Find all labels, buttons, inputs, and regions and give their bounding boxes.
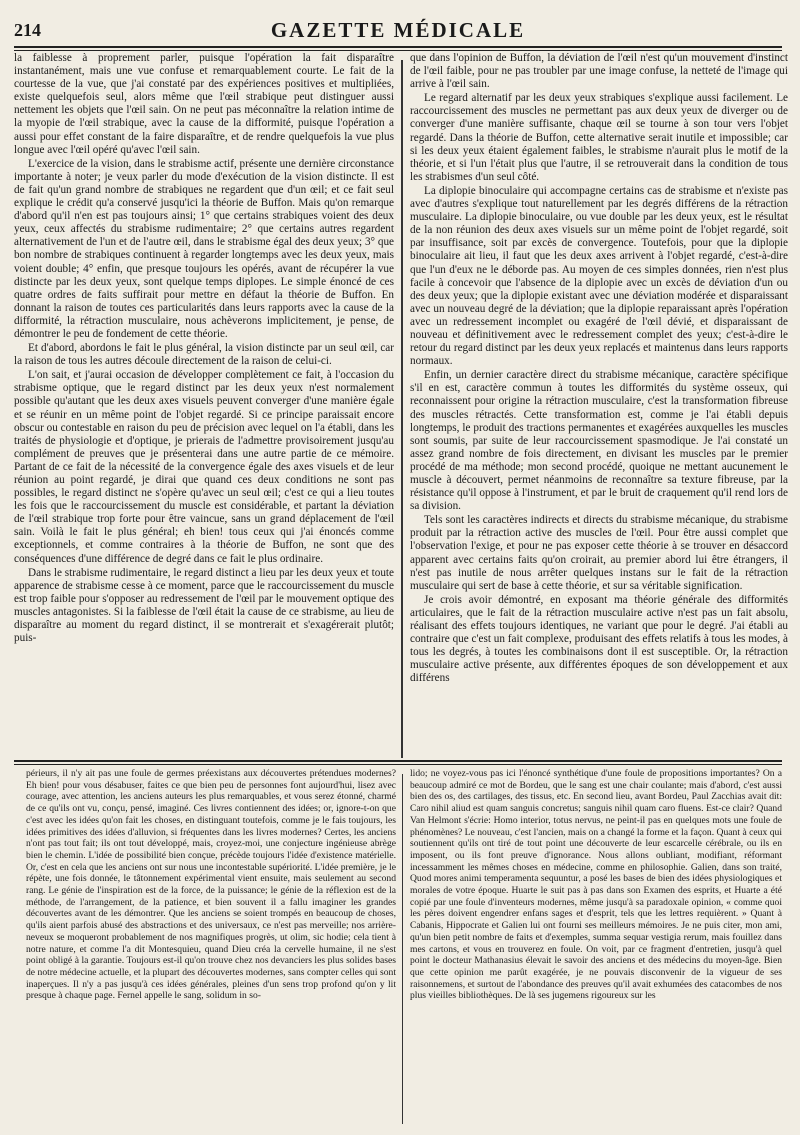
paragraph: périeurs, il n'y ait pas une foule de germes préexistans aux découvertes prétendues modernes? Eh bien! pour vous désabuser, faites ce que bien peu de personnes font aujourd'hui, lisez avec courage, avec attention, les anciens auteurs les plus remarquables, et vous serez étonné, charmé de ce qu'ils ont vu, conçu, pensé, imaginé. Ces livres contiennent des idées; or, ignore-t-on que c'est avec les idées qu'on fait les choses, en distinguant toutefois, comme je le fais toujours, les idées primitives des idées d'alluvion, si fréquentes dans les livres modernes? Certes, les anciens n'ont pas tout fait; ils ont tout développé, mais, croyez-moi, une conjecture ingénieuse abrège bien le chemin. L'idée de possibilité bien conçue, précède toujours l'idée d'existence matérielle. Or, c'est en cela que les anciens ont sur nous une incontestable supériorité. L'idée première, je le répète, une fois donnée, le tâtonnement expérimental vient ensuite, mais seulement au second rang. Le génie de l'inspiration est de la force, de la puissance; le génie de la réflexion est de la méthode, de l'arrangement, de la patience, et bien souvent il a fallu imaginer les grandes découvertes avant de les démontrer. Que les anciens se soient trompés en beaucoup de choses, qu'ils aient parfois abusé des abstractions et des universaux, ce n'est pas merveille; nos arrière-neveux se moqueront probablement de nos magnifiques progrès, ut olim, sic hodie; cela tient à notre nature, et comme l'a dit Montesquieu, quand Dieu créa la cervelle humaine, il ne s'est point obligé à la garantie. Toujours est-il qu'on trouve chez nos devanciers les plus solides bases de notre médecine actuelle, et la plupart des découvertes modernes, sans compter celles qui sont inaperçues. Il n'y a pas jusqu'à ces idées générales, pleines d'un sens trop profond qu'on y lit presque à chaque page. Fernel appelle le sang, solidum in so- — [26, 768, 396, 1002]
main-right-column — [410, 52, 788, 756]
paragraph: Et d'abord, abordons le fait le plus général, la vision distincte par un seul œil, car la raison de tous les autres découle directement de la raison de celui-ci. — [14, 342, 394, 368]
column-divider — [401, 60, 403, 758]
feuilleton-left-column — [26, 768, 396, 1124]
paragraph: lido; ne voyez-vous pas ici l'énoncé synthétique d'une foule de propositions importantes? On a beaucoup admiré ce mot de Bordeu, que le sang est une chair coulante; mais d'abord, c'est aussi bien des os, des cartilages, des tissus, etc. En second lieu, avant Bordeu, Paul Zacchias avait dit: Caro nihil aliud est quam sanguis concretus; sanguis nihil quam caro fluens. Est-ce clair? Quand Van Helmont s'écrie: Homo interior, totus nervus, ne peint-il pas en quelques mots une foule de phénomènes? Le nouveau, c'est l'ancien, mais on a changé la forme et la façon. Quant à ceux qui soutiennent qu'ils ont tiré de tout point une découverte de leur escarcelle cérébrale, ou ils en imposent, ou ils font preuve d'ignorance. Nous allons oubliant, modifiant, réformant incessamment les mêmes choses en médecine, comme en philosophie. Galien, dans son traité, Quod mores animi temperamenta sequuntur, a posé les bases de bien des idées physiologiques et morales de votre époque. Huarte le suit pas à pas dans son Examen des esprits, et Huarte a été copié par une foule d'inventeurs modernes, même jusqu'à sa paradoxale opinion, « comme quoi les pères doivent engendrer enfans sages et d'esprit, tels que les lettres requièrent. » Quant à Cabanis, Hippocrate et Galien lui ont fourni ses meilleurs mémoires. Je ne puis citer, mon ami, qu'un bien petit nombre de faits et d'exemples, summa sequar vestigia rerum, mais fouillez dans mes cartons, et vous en trouverez en foule. On voit, par ce fragment d'entretien, jusqu'à quel point le docteur Mathanasius élevait le savoir des anciens et des médecins du moyen-âge. Bien que cette opinion me parût exagérée, je ne pouvais disconvenir de la vigueur de ses raisonnemens, et surtout de l'abondance des preuves qu'il avait exhumées des catacombes de nos plus vieilles bibliothèques. De là ses jugemens rigoureux sur les — [410, 768, 782, 1002]
paragraph: La diplopie binoculaire qui accompagne certains cas de strabisme et n'existe pas avec d'autres s'explique tout naturellement par les degrés différens de la rétraction musculaire. La diplopie binoculaire, ou vue double par les deux yeux, est le résultat de la non réunion des deux axes visuels sur un même point de l'objet regardé, soit par insuffisance, soit par excès de convergence. Toutefois, pour que la diplopie binoculaire ait lieu, il faut que les deux axes arrivent à l'objet regardé, c'est-à-dire que l'un d'eux ne le déborde pas. Au moyen de ces simples données, rien n'est plus facile à concevoir que l'absence de la diplopie avec un excès de déviation d'un ou des deux yeux; que la diplopie existant avec une déviation modérée et disparaissant avec un nouveau degré de la déviation; que la diplopie reparaissant après l'opération avec un redressement incomplet ou exagéré de l'œil dévié, et disparaissant de nouveau et définitivement avec le redressement complet des yeux; c'est-à-dire le retour du regard distinct par les deux yeux replacés et maintenus dans leurs rapports normaux. — [410, 184, 788, 368]
page-number: 214 — [14, 20, 41, 40]
feuilleton-column-divider — [402, 774, 403, 1124]
main-left-column — [14, 52, 394, 756]
header-rule — [14, 46, 782, 51]
paragraph: Tels sont les caractères indirects et directs du strabisme mécanique, du strabisme produit par la rétraction active des muscles de l'œil. Pour être aussi complet que l'observation l'exige, et pour ne pas exposer cette théorie à se trouver en désaccord apparent avec certains faits qu'on croirait, au premier abord lui être étrangers, il n'est pas inutile de nous arrêter quelques instans sur le fait de la rétraction musculaire qui sert de base à cette théorie, et sur sa véritable signification. — [410, 514, 788, 592]
paragraph: la faiblesse à proprement parler, puisque l'opération la fait disparaître instantanément, mais une vue confuse et remarquablement courte. Le fait de la courtesse de la vue, que j'ai constaté par des expériences positives et multipliées, existe quelquefois seul, alors même que l'œil strabique peut distinguer aussi nettement les objets que l'œil sain. On ne peut pas méconnaître la relation intime de la myopie de l'œil strabique, avec la cause de la difformité, puisque l'opération a aussi pour effet constant de la faire disparaître, et de rendre quelquefois la vue plus longue avec l'œil opéré qu'avec l'œil sain. — [14, 52, 394, 156]
feuilleton-rule — [14, 760, 782, 765]
paragraph: Enfin, un dernier caractère direct du strabisme mécanique, caractère spécifique s'il en est, caractère commun à toutes les difformités du système osseux, qui reconnaissent pour origine la rétraction musculaire, c'est la transformation fibreuse des muscles rétractés. Cette transformation est, comme je l'ai établi depuis longtemps, le produit des tractions permanentes et exagérées auxquelles les muscles sont soumis, par suite de leur raccourcissement spasmodique. Je l'ai constaté un assez grand nombre de fois directement, en divisant les muscles par le premier procédé de ma méthode; mon second procédé, quoique ne mettant aucunement le muscle à découvert, permet néanmoins de reconnaître sa texture fibreuse, par la résistance qu'il oppose à l'instrument, et par le bruit de craquement qu'il rend lors de sa division. — [410, 369, 788, 513]
paragraph: L'on sait, et j'aurai occasion de développer complètement ce fait, à l'occasion du strabisme optique, que le regard distinct par les deux yeux n'est normalement possible qu'autant que les deux axes visuels peuvent converger d'une manière égale et se réunir en un même point de l'objet regardé. Si ce principe paraissait encore obscur ou contestable en raison du peu de précision avec lequel on l'a établi, dans les traités de physiologie et d'optique, je prierais de l'admettre provisoirement jusqu'au complément de preuves que je présenterai dans une autre partie de ce mémoire. Partant de ce fait de la nécessité de la convergence égale des axes visuels et de leur réunion au point regardé, je dirai que quand ces deux conditions ne sont pas possibles, le regard distinct ne s'opère qu'avec un seul œil; c'est ce qui a lieu toutes les fois que le raccourcissement du muscle est considérable, et partant la déviation de l'œil strabique trop forte pour être vaincue, sans un grand déplacement de l'œil sain. Voilà le fait le plus général; eh bien! tous ceux qui j'ai énoncés comme exceptionnels, et comme contraires à la théorie de Buffon, ne sont que des conséquences d'une différence de degré dans ce fait le plus ordinaire. — [14, 369, 394, 565]
paragraph: Le regard alternatif par les deux yeux strabiques s'explique aussi facilement. Le raccourcissement des muscles ne permettant pas aux deux yeux de diverger ou de converger d'une manière suffisante, chaque œil se tourne à son tour vers l'objet regardé. Dans la théorie de Buffon, cette alternative serait inutile et impossible; car si les deux yeux étaient également faibles, le strabisme n'aurait plus le motif de la théorie, et si l'un l'était plus que l'autre, il se retrouverait dans la condition de tous les strabismes d'un seul côté. — [410, 92, 788, 183]
paragraph: que dans l'opinion de Buffon, la déviation de l'œil n'est qu'un mouvement d'instinct de l'œil faible, pour ne pas troubler par une image confuse, la netteté de l'image qui arrive à l'œil sain. — [410, 52, 788, 91]
paragraph: Je crois avoir démontré, en exposant ma théorie générale des difformités articulaires, que le fait de la rétraction musculaire active n'est pas un fait absolu, réalisant des effets toujours identiques, ne variant que pour le degré. J'ai établi au contraire que c'est un fait complexe, produisant des effets relatifs à tous les modes, à tous les degrés, à toutes les combinaisons dont il est susceptible. Or, la rétraction musculaire active présente, aux différentes époques de son développement et aux différens — [410, 593, 788, 685]
feuilleton-right-column — [410, 768, 782, 1124]
paragraph: Dans le strabisme rudimentaire, le regard distinct a lieu par les deux yeux et toute apparence de strabisme cesse à ce moment, parce que le raccourcissement du muscle est trop faible pour s'opposer au redressement de l'œil par le mouvement optique des muscles antagonistes. Si la faiblesse de l'œil était la cause de ce strabisme, au lieu de disparaître au moment du regard distinct, il se montrerait et s'exagérerait plutôt; puis- — [14, 566, 394, 645]
paragraph: L'exercice de la vision, dans le strabisme actif, présente une dernière circonstance importante à noter; je veux parler du mode d'exécution de la vision distincte. Il est de fait qu'un grand nombre de strabiques ne regardent que d'un œil; et ce fait seul explique le crédit qu'a conservé jusqu'ici la théorie de Buffon. Mais qu'on remarque d'abord qu'il n'en est pas toujours ainsi; 1° que certains strabiques voient des deux yeux, ceux affectés du strabisme rudimentaire; 2° que certains autres regardent alternativement de l'un et de l'autre œil, dans le strabisme égal des deux yeux; 3° que bon nombre de strabiques continuent à regarder longtemps avec les deux yeux, mais voient double; 4° enfin, que presque toujours les opérés, avant de récupérer la vue distincte par les deux yeux, sont quelque temps diplopes. Le simple énoncé de ces quatre ordres de faits suffirait pour mettre en défaut la théorie de Buffon. En donnant la raison de toutes ces particularités dans leurs rapports avec la cause de la difformité, la rétraction musculaire, nous achèverons implicitement, je pense, de démontrer le peu de fondement de cette théorie. — [14, 157, 394, 340]
page-header — [14, 18, 782, 44]
journal-title: GAZETTE MÉDICALE — [270, 18, 526, 42]
